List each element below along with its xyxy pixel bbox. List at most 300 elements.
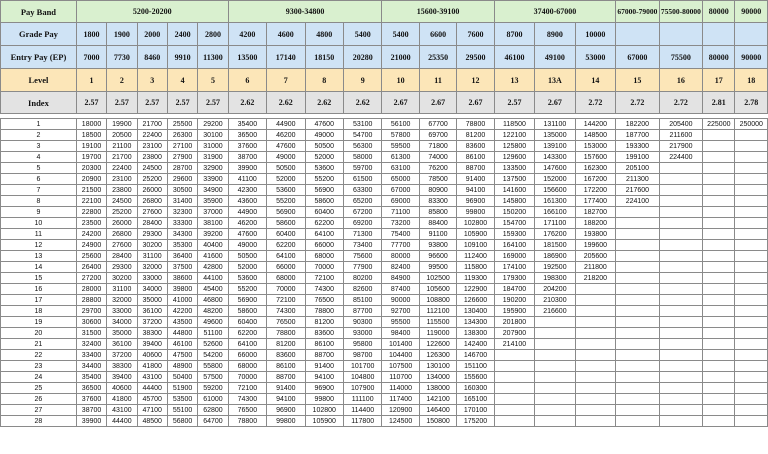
table-row (1, 328, 768, 339)
pay-cell: 56800 (167, 416, 197, 427)
row-number: 4 (1, 152, 77, 163)
pay-band-label: Pay Band (1, 1, 77, 23)
pay-cell: 56100 (382, 119, 419, 130)
pay-cell: 91400 (457, 174, 494, 185)
pay-cell: 26000 (137, 185, 167, 196)
level-cell: 13A (535, 69, 575, 92)
pay-cell (659, 306, 703, 317)
pay-cell: 74300 (267, 306, 305, 317)
row-number: 12 (1, 240, 77, 251)
pay-cell: 71300 (343, 229, 381, 240)
index-cell: 2.72 (659, 92, 703, 114)
pay-cell: 217600 (616, 185, 660, 196)
table-row (1, 240, 768, 251)
row-number: 11 (1, 229, 77, 240)
row-number: 27 (1, 405, 77, 416)
pay-cell: 36100 (137, 306, 167, 317)
level-cell: 17 (703, 69, 735, 92)
entry-pay-cell: 29500 (457, 46, 494, 69)
pay-cell: 38700 (76, 405, 106, 416)
pay-cell (703, 130, 735, 141)
pay-cell (575, 416, 615, 427)
pay-cell: 165100 (457, 394, 494, 405)
pay-cell: 35400 (76, 372, 106, 383)
pay-cell: 85100 (343, 295, 381, 306)
pay-cell: 42300 (228, 185, 266, 196)
pay-cell: 64700 (198, 416, 228, 427)
pay-cell: 122600 (419, 339, 456, 350)
pay-cell: 114000 (382, 383, 419, 394)
pay-cell (616, 295, 660, 306)
pay-cell (535, 416, 575, 427)
pay-cell: 133500 (494, 163, 534, 174)
pay-band-cell: 75500-80000 (659, 1, 703, 23)
pay-cell: 80000 (382, 251, 419, 262)
pay-cell: 177400 (575, 196, 615, 207)
pay-cell: 119000 (419, 328, 456, 339)
grade-pay-cell: 10000 (575, 23, 615, 46)
pay-cell: 32300 (167, 207, 197, 218)
pay-cell: 122900 (457, 284, 494, 295)
pay-cell: 204200 (535, 284, 575, 295)
pay-cell: 58600 (305, 196, 343, 207)
pay-cell: 218200 (575, 273, 615, 284)
pay-cell: 135000 (535, 130, 575, 141)
pay-cell (735, 185, 768, 196)
pay-cell: 81200 (457, 130, 494, 141)
pay-cell: 181500 (535, 240, 575, 251)
pay-cell: 98700 (343, 350, 381, 361)
grade-pay-cell: 8700 (494, 23, 534, 46)
pay-cell: 85800 (419, 207, 456, 218)
pay-cell (703, 383, 735, 394)
pay-cell: 47600 (305, 119, 343, 130)
pay-cell (659, 185, 703, 196)
pay-cell (659, 174, 703, 185)
table-row (1, 306, 768, 317)
pay-cell: 68000 (228, 361, 266, 372)
pay-cell: 159300 (494, 229, 534, 240)
table-row (1, 405, 768, 416)
row-number: 10 (1, 218, 77, 229)
pay-cell: 39800 (167, 284, 197, 295)
table-row (1, 416, 768, 427)
pay-cell (616, 361, 660, 372)
pay-cell: 52000 (228, 262, 266, 273)
row-number: 23 (1, 361, 77, 372)
pay-cell: 146400 (419, 405, 456, 416)
pay-cell: 40600 (137, 350, 167, 361)
row-number: 25 (1, 383, 77, 394)
pay-cell: 35900 (198, 196, 228, 207)
pay-cell (616, 394, 660, 405)
pay-cell: 59700 (343, 163, 381, 174)
pay-cell: 66000 (228, 350, 266, 361)
pay-cell: 45700 (137, 394, 167, 405)
index-cell: 2.72 (575, 92, 615, 114)
pay-cell: 29600 (167, 174, 197, 185)
pay-cell: 41100 (228, 174, 266, 185)
table-row (1, 218, 768, 229)
pay-cell: 107500 (382, 361, 419, 372)
pay-cell: 104800 (343, 372, 381, 383)
pay-cell: 216600 (535, 306, 575, 317)
pay-cell (659, 405, 703, 416)
row-number: 16 (1, 284, 77, 295)
pay-cell: 64100 (305, 229, 343, 240)
level-cell: 15 (616, 69, 660, 92)
pay-cell: 24500 (107, 196, 137, 207)
pay-cell: 20900 (76, 174, 106, 185)
pay-cell: 28400 (107, 251, 137, 262)
pay-cell: 153000 (575, 141, 615, 152)
pay-cell: 201800 (494, 317, 534, 328)
pay-cell: 193300 (616, 141, 660, 152)
pay-cell: 30100 (198, 130, 228, 141)
pay-cell: 95500 (382, 317, 419, 328)
pay-cell: 44800 (167, 328, 197, 339)
pay-cell: 37600 (228, 141, 266, 152)
table-row (1, 174, 768, 185)
pay-cell: 33900 (198, 174, 228, 185)
table-row (1, 394, 768, 405)
pay-cell: 34000 (137, 284, 167, 295)
pay-cell: 95800 (343, 339, 381, 350)
row-number: 20 (1, 328, 77, 339)
grade-pay-cell: 7600 (457, 23, 494, 46)
pay-cell (659, 339, 703, 350)
pay-cell: 156600 (535, 185, 575, 196)
pay-cell (616, 339, 660, 350)
pay-cell: 27200 (76, 273, 106, 284)
pay-cell: 99800 (267, 416, 305, 427)
pay-cell: 130400 (457, 306, 494, 317)
pay-cell: 104400 (382, 350, 419, 361)
pay-cell (703, 196, 735, 207)
pay-cell (703, 207, 735, 218)
pay-cell: 61000 (198, 394, 228, 405)
pay-cell: 91400 (305, 361, 343, 372)
pay-cell: 62200 (305, 218, 343, 229)
pay-cell: 22100 (76, 196, 106, 207)
pay-cell: 138000 (419, 383, 456, 394)
pay-cell: 66000 (267, 262, 305, 273)
row-number: 26 (1, 394, 77, 405)
pay-cell: 54200 (198, 350, 228, 361)
pay-cell: 53100 (343, 119, 381, 130)
pay-cell: 105900 (457, 229, 494, 240)
pay-cell: 33000 (137, 273, 167, 284)
pay-cell: 30500 (167, 185, 197, 196)
pay-cell: 146700 (457, 350, 494, 361)
pay-cell: 62200 (267, 240, 305, 251)
pay-cell: 164100 (494, 240, 534, 251)
pay-cell: 43500 (167, 317, 197, 328)
pay-cell (735, 383, 768, 394)
entry-pay-cell: 46100 (494, 46, 534, 69)
table-row (1, 196, 768, 207)
pay-cell: 224100 (616, 196, 660, 207)
pay-cell (703, 416, 735, 427)
pay-cell (659, 350, 703, 361)
pay-cell: 32900 (198, 163, 228, 174)
table-row (1, 130, 768, 141)
grade-pay-label: Grade Pay (1, 23, 77, 46)
pay-cell: 90000 (382, 295, 419, 306)
pay-cell (659, 328, 703, 339)
pay-cell: 114400 (343, 405, 381, 416)
pay-cell: 193800 (575, 229, 615, 240)
pay-cell: 155600 (457, 372, 494, 383)
pay-cell (735, 372, 768, 383)
pay-cell: 214100 (494, 339, 534, 350)
pay-cell: 30200 (107, 273, 137, 284)
pay-cell (575, 339, 615, 350)
row-number: 21 (1, 339, 77, 350)
level-cell: 5 (198, 69, 228, 92)
pay-cell: 205400 (659, 119, 703, 130)
pay-cell: 118500 (494, 119, 534, 130)
pay-cell: 28700 (167, 163, 197, 174)
pay-cell (494, 361, 534, 372)
pay-cell: 18500 (76, 130, 106, 141)
pay-cell (703, 317, 735, 328)
pay-cell: 76200 (419, 163, 456, 174)
pay-cell (659, 218, 703, 229)
grade-pay-cell: 1800 (76, 23, 106, 46)
pay-cell: 81200 (267, 339, 305, 350)
pay-cell: 102500 (419, 273, 456, 284)
pay-cell: 39200 (198, 229, 228, 240)
pay-cell (735, 273, 768, 284)
pay-cell: 50500 (228, 251, 266, 262)
grade-pay-cell: 1900 (107, 23, 137, 46)
pay-cell: 66000 (305, 240, 343, 251)
pay-cell: 25200 (107, 207, 137, 218)
pay-cell: 171100 (535, 218, 575, 229)
pay-cell: 188200 (575, 218, 615, 229)
pay-cell (616, 405, 660, 416)
index-cell: 2.57 (167, 92, 197, 114)
pay-cell: 63300 (343, 185, 381, 196)
pay-cell: 42200 (167, 306, 197, 317)
pay-cell: 61500 (343, 174, 381, 185)
pay-cell: 46200 (228, 218, 266, 229)
level-cell: 7 (267, 69, 305, 92)
pay-band-cell: 67000-79000 (616, 1, 660, 23)
pay-cell: 88700 (305, 350, 343, 361)
pay-cell (616, 229, 660, 240)
pay-cell: 35400 (228, 119, 266, 130)
pay-cell: 35300 (167, 240, 197, 251)
pay-cell (703, 339, 735, 350)
pay-cell: 31900 (198, 152, 228, 163)
pay-cell: 19700 (76, 152, 106, 163)
row-number: 8 (1, 196, 77, 207)
level-cell: 11 (419, 69, 456, 92)
pay-cell: 59200 (198, 383, 228, 394)
row-number: 9 (1, 207, 77, 218)
row-number: 6 (1, 174, 77, 185)
pay-cell: 40600 (107, 383, 137, 394)
pay-cell: 83600 (457, 141, 494, 152)
grade-pay-cell (703, 23, 735, 46)
pay-cell: 75400 (382, 229, 419, 240)
pay-cell (616, 328, 660, 339)
pay-cell (703, 372, 735, 383)
pay-cell (703, 306, 735, 317)
pay-cell: 28800 (76, 295, 106, 306)
pay-cell: 148500 (575, 130, 615, 141)
table-row (1, 152, 768, 163)
pay-cell (494, 372, 534, 383)
pay-cell: 34300 (167, 229, 197, 240)
index-cell: 2.67 (419, 92, 456, 114)
index-cell: 2.57 (198, 92, 228, 114)
pay-cell: 48200 (198, 306, 228, 317)
row-number: 7 (1, 185, 77, 196)
entry-pay-cell: 80000 (703, 46, 735, 69)
pay-cell (703, 284, 735, 295)
pay-cell (735, 163, 768, 174)
pay-cell: 46200 (267, 130, 305, 141)
pay-cell (735, 317, 768, 328)
pay-cell: 182200 (616, 119, 660, 130)
pay-cell (616, 218, 660, 229)
pay-cell: 73400 (343, 240, 381, 251)
pay-cell: 76500 (267, 317, 305, 328)
pay-cell: 78800 (457, 119, 494, 130)
pay-cell: 96900 (267, 405, 305, 416)
pay-cell (735, 328, 768, 339)
pay-cell (535, 372, 575, 383)
pay-cell: 199600 (575, 240, 615, 251)
table-row (1, 185, 768, 196)
pay-cell: 77700 (382, 240, 419, 251)
pay-cell (659, 251, 703, 262)
pay-cell (616, 372, 660, 383)
pay-cell: 94100 (457, 185, 494, 196)
pay-cell (616, 262, 660, 273)
row-number: 19 (1, 317, 77, 328)
pay-cell: 37200 (107, 350, 137, 361)
level-cell: 10 (382, 69, 419, 92)
pay-cell: 96600 (419, 251, 456, 262)
pay-cell: 39400 (137, 339, 167, 350)
pay-cell: 96900 (305, 383, 343, 394)
pay-cell: 78500 (419, 174, 456, 185)
grade-pay-cell: 2400 (167, 23, 197, 46)
pay-cell (535, 317, 575, 328)
pay-cell: 101400 (382, 339, 419, 350)
pay-cell (575, 306, 615, 317)
pay-cell: 68000 (267, 273, 305, 284)
pay-cell: 21100 (107, 141, 137, 152)
entry-pay-cell: 20280 (343, 46, 381, 69)
pay-cell: 53500 (167, 394, 197, 405)
pay-cell (735, 229, 768, 240)
pay-cell: 61300 (382, 152, 419, 163)
pay-cell (575, 350, 615, 361)
pay-cell (616, 383, 660, 394)
pay-cell: 21500 (76, 185, 106, 196)
pay-cell: 26300 (167, 130, 197, 141)
pay-cell: 21700 (107, 152, 137, 163)
pay-cell (735, 306, 768, 317)
pay-cell: 48900 (167, 361, 197, 372)
pay-cell (735, 262, 768, 273)
table-row (1, 251, 768, 262)
pay-cell (535, 361, 575, 372)
pay-cell (575, 394, 615, 405)
pay-cell: 154700 (494, 218, 534, 229)
pay-band-cell: 90000 (735, 1, 768, 23)
pay-cell: 142400 (457, 339, 494, 350)
pay-cell: 33400 (76, 350, 106, 361)
pay-cell: 83300 (419, 196, 456, 207)
pay-cell (659, 229, 703, 240)
grade-pay-cell (659, 23, 703, 46)
pay-cell: 38300 (107, 361, 137, 372)
pay-cell: 44400 (137, 383, 167, 394)
entry-pay-cell: 11300 (198, 46, 228, 69)
pay-cell (703, 185, 735, 196)
pay-cell: 20300 (76, 163, 106, 174)
pay-cell: 119300 (457, 273, 494, 284)
pay-cell: 36400 (167, 251, 197, 262)
pay-cell (494, 394, 534, 405)
pay-cell (659, 240, 703, 251)
pay-cell: 65000 (382, 174, 419, 185)
grade-pay-cell: 5400 (382, 23, 419, 46)
pay-cell: 56900 (305, 185, 343, 196)
row-number: 13 (1, 251, 77, 262)
pay-cell: 36500 (228, 130, 266, 141)
pay-cell (575, 284, 615, 295)
pay-cell: 134300 (457, 317, 494, 328)
pay-cell: 56900 (228, 295, 266, 306)
entry-pay-cell: 8460 (137, 46, 167, 69)
pay-cell: 25200 (137, 174, 167, 185)
table-row (1, 350, 768, 361)
pay-cell: 105900 (305, 416, 343, 427)
row-number: 5 (1, 163, 77, 174)
pay-cell: 30200 (137, 240, 167, 251)
table-row (1, 317, 768, 328)
pay-cell (616, 317, 660, 328)
table-row (1, 229, 768, 240)
pay-cell: 115500 (419, 317, 456, 328)
pay-cell: 43100 (137, 372, 167, 383)
pay-cell (703, 163, 735, 174)
pay-cell: 55200 (267, 196, 305, 207)
pay-cell: 37000 (198, 207, 228, 218)
pay-cell: 117800 (343, 416, 381, 427)
pay-cell (575, 372, 615, 383)
index-cell: 2.62 (267, 92, 305, 114)
pay-cell (616, 273, 660, 284)
pay-cell: 23800 (137, 152, 167, 163)
pay-cell: 78800 (267, 328, 305, 339)
pay-cell: 110700 (382, 372, 419, 383)
pay-cell: 126300 (419, 350, 456, 361)
entry-pay-cell: 17140 (267, 46, 305, 69)
pay-cell (735, 394, 768, 405)
row-number: 28 (1, 416, 77, 427)
pay-cell: 179300 (494, 273, 534, 284)
pay-cell: 69000 (382, 196, 419, 207)
pay-cell (616, 416, 660, 427)
